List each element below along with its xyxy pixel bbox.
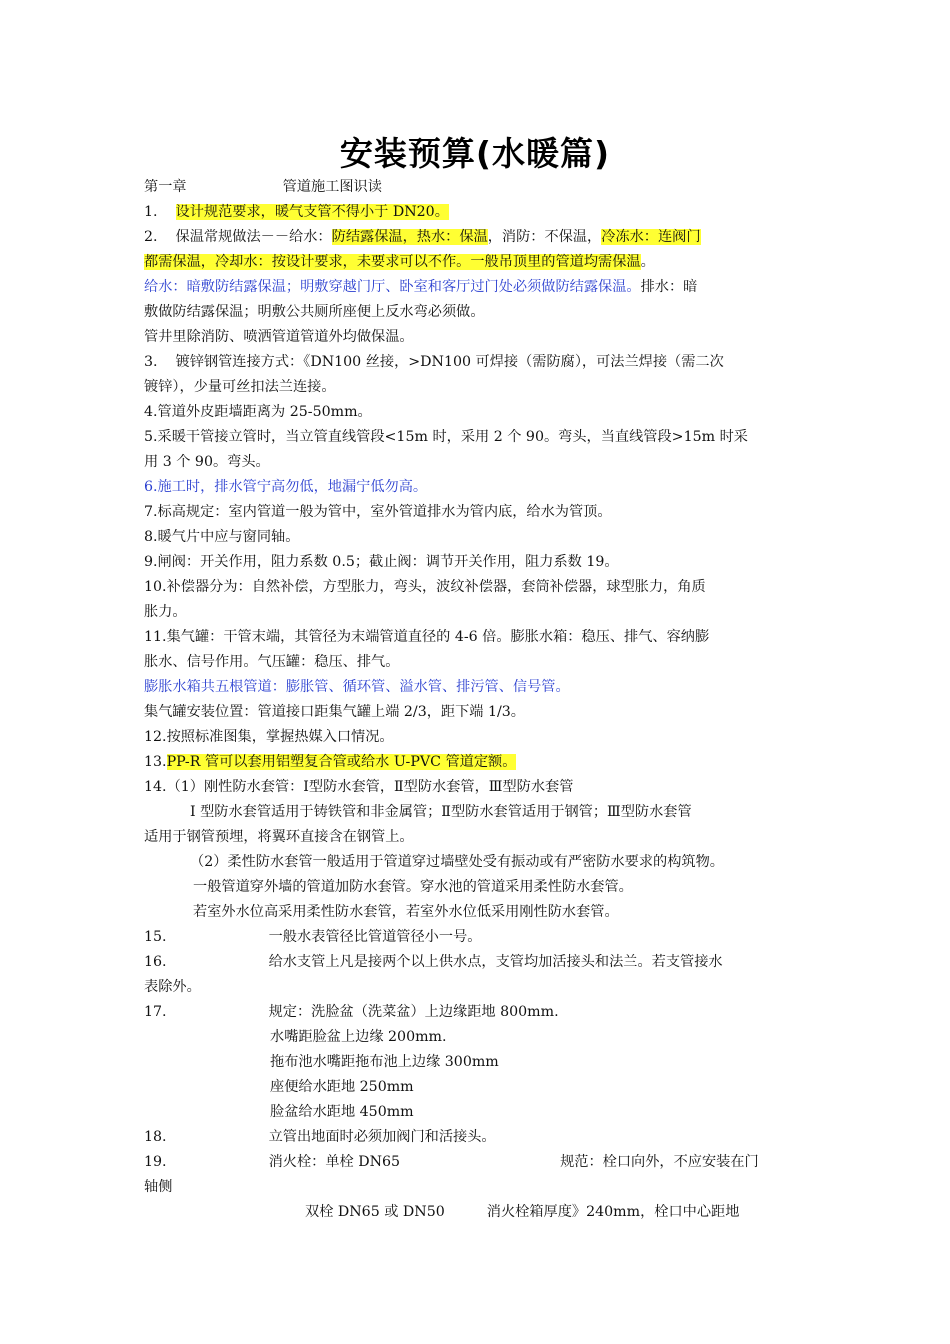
text-line: 胀水、信号作用。气压罐：稳压、排气。 <box>144 654 400 670</box>
text-line: 管井里除消防、喷洒管道管道外均做保温。 <box>144 329 414 345</box>
text-line: Ⅰ 型防水套管适用于铸铁管和非金属管；Ⅱ型防水套管适用于钢管；Ⅲ型防水套管 <box>190 804 692 820</box>
text-line: 脸盆给水距地 450mm <box>270 1104 414 1120</box>
text-line: 8.暖气片中应与窗同轴。 <box>144 529 300 545</box>
text-line: 9.闸阀：开关作用，阻力系数 0.5；截止阀：调节开关作用，阻力系数 19。 <box>144 554 619 570</box>
text-line: 集气罐安装位置：管道接口距集气罐上端 2/3，距下端 1/3。 <box>144 704 525 720</box>
text-line: 5.采暖干管接立管时，当立管直线管段<15m 时，采用 2 个 90。弯头，当直线管段>15m 时采 <box>144 429 748 445</box>
text-line: 4.管道外皮距墙距离为 25-50mm。 <box>144 404 372 420</box>
highlighted-text: PP-R 管可以套用铝塑复合管或给水 U-PVC 管道定额。 <box>166 754 517 770</box>
text-line: 一般管道穿外墙的管道加防水套管。穿水池的管道采用柔性防水套管。 <box>193 879 633 895</box>
text: ，消防：不保温， <box>487 229 602 245</box>
list-item <box>144 1125 816 1149</box>
list-item <box>144 200 816 224</box>
list-item <box>144 225 816 249</box>
blue-text: 施工时，排水管宁高勿低，地漏宁低勿高。 <box>157 479 428 495</box>
highlighted-text: 防结露保温，热水：保温 <box>331 229 488 245</box>
text-line: 14.（1）刚性防水套管：Ⅰ型防水套管，Ⅱ型防水套管，Ⅲ型防水套管 <box>144 779 574 795</box>
chapter-title: 管道施工图识读 <box>282 179 382 195</box>
item-number: 15. <box>144 929 167 945</box>
text-line: 若室外水位高采用柔性防水套管，若室外水位低采用刚性防水套管。 <box>193 904 619 920</box>
text-line <box>144 275 816 299</box>
text-line: 水嘴距脸盆上边缘 200mm. <box>270 1029 447 1045</box>
list-item <box>144 925 816 949</box>
item-number: 17. <box>144 1004 167 1020</box>
text-line: 适用于钢管预埋，将翼环直接含在钢管上。 <box>144 829 414 845</box>
list-item <box>144 350 816 374</box>
highlighted-text: 设计规范要求，暖气支管不得小于 DN20。 <box>175 204 449 220</box>
text-line: 敷做防结露保温；明敷公共厕所座便上反水弯必须做。 <box>144 304 485 320</box>
list-item <box>144 1150 816 1174</box>
text-line: 用 3 个 90。弯头。 <box>144 454 270 470</box>
text: 立管出地面时必须加阀门和活接头。 <box>268 1129 496 1145</box>
highlighted-text: 都需保温，冷却水：按设计要求，未要求可以不作。一般吊顶里的管道均需保温 <box>144 254 641 270</box>
text: 规范：栓口向外，不应安装在门 <box>560 1154 759 1170</box>
text-line: 座便给水距地 250mm <box>270 1079 414 1095</box>
text: 。 <box>640 254 655 270</box>
list-item <box>144 950 816 974</box>
text-line: 镀锌），少量可丝扣法兰连接。 <box>144 379 336 395</box>
text: 消火栓：单栓 DN65 <box>268 1154 401 1170</box>
list-item <box>144 750 816 774</box>
chapter-number: 第一章 <box>144 179 187 195</box>
item-number: 2. <box>144 229 158 245</box>
text-line: 胀力。 <box>144 604 187 620</box>
text: 镀锌钢管连接方式：《DN100 丝接，>DN100 可焊接（需防腐），可法兰焊接（需二次 <box>175 354 724 370</box>
text-line: 表除外。 <box>144 979 201 995</box>
text-line: 膨胀水箱共五根管道：膨胀管、循环管、溢水管、排污管、信号管。 <box>144 679 570 695</box>
item-number: 19. <box>144 1154 167 1170</box>
text-line: 拖布池水嘴距拖布池上边缘 300mm <box>270 1054 499 1070</box>
text: 保温常规做法－－给水： <box>175 229 332 245</box>
highlighted-text: 冷冻水：连阀门 <box>601 229 701 245</box>
text: 排水：暗 <box>640 279 698 295</box>
list-item <box>144 475 816 499</box>
list-item <box>144 1000 816 1024</box>
text-line: 7.标高规定：室内管道一般为管中，室外管道排水为管内底，给水为管顶。 <box>144 504 612 520</box>
item-number: 1. <box>144 204 158 220</box>
text-line <box>144 250 816 274</box>
item-number: 16. <box>144 954 167 970</box>
page-title: 安装预算(水暖篇) <box>339 134 611 173</box>
text: 消火栓箱厚度》240mm，栓口中心距地 <box>486 1204 740 1220</box>
item-number: 3. <box>144 354 158 370</box>
text: 规定：洗脸盆（洗菜盆）上边缘距地 800mm. <box>268 1004 559 1020</box>
item-number: 13. <box>144 754 167 770</box>
chapter-heading <box>144 175 816 199</box>
item-number: 18. <box>144 1129 167 1145</box>
text: 双栓 DN65 或 DN50 <box>305 1204 445 1220</box>
text-line: （2）柔性防水套管一般适用于管道穿过墙壁处受有振动或有严密防水要求的构筑物。 <box>190 854 724 870</box>
text-line: 10.补偿器分为：自然补偿，方型胀力，弯头，波纹补偿器，套筒补偿器，球型胀力，角质 <box>144 579 706 595</box>
text-line: 轴侧 <box>144 1179 173 1195</box>
blue-text: 给水：暗敷防结露保温；明敷穿越门厅、卧室和客厅过门处必须做防结露保温。 <box>144 279 641 295</box>
text-line: 11.集气罐：干管末端，其管径为末端管道直径的 4-6 倍。膨胀水箱：稳压、排气、容纳膨 <box>144 629 710 645</box>
text: 给水支管上凡是接两个以上供水点，支管均加活接头和法兰。若支管接水 <box>268 954 723 970</box>
text-line <box>305 1200 816 1224</box>
text-line: 12.按照标准图集，掌握热媒入口情况。 <box>144 729 394 745</box>
text: 一般水表管径比管道管径小一号。 <box>268 929 482 945</box>
item-number: 6. <box>144 479 158 495</box>
